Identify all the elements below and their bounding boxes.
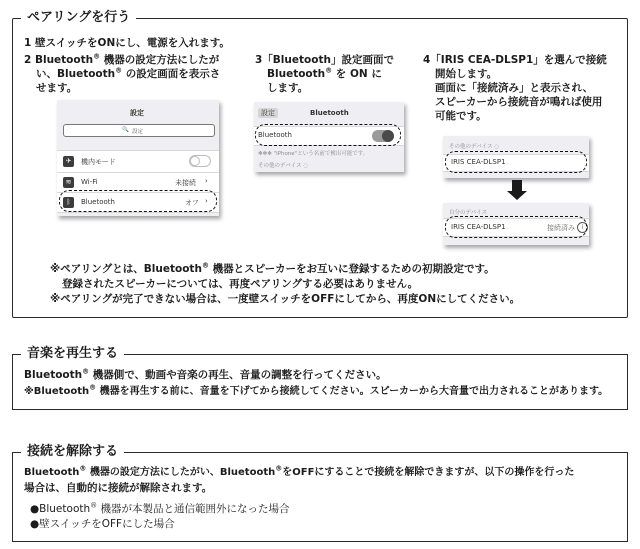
- airplane-row[interactable]: [57, 150, 219, 173]
- back-button[interactable]: 設定: [258, 108, 278, 118]
- wifi-label: Wi-Fi: [81, 178, 98, 186]
- music-line-1: Bluetooth® 機器側で、動画や音楽の再生、音量の調整を行ってください。: [24, 367, 387, 381]
- bluetooth-label: Bluetooth: [81, 198, 115, 206]
- connected-device-name: IRIS CEA-DLSP1: [451, 223, 506, 231]
- step1-text: 1 壁スイッチをONにし、電源を入れます。: [24, 37, 230, 49]
- pairing-note-1: ※ペアリングとは、Bluetooth® 機器とスピーカーをお互いに登録するための初期設定です。: [50, 261, 495, 275]
- step2-text: 2 Bluetooth® 機器の設定方法にしたが い、Bluetooth® の設定画面を表示さ せます。: [24, 52, 221, 94]
- disconnect-bullet-1: ●Bluetooth® 機器が本製品と通信範囲外になった場合: [30, 501, 290, 515]
- wifi-value: 未接続: [175, 179, 196, 187]
- airplane-toggle-knob: [190, 156, 200, 166]
- bluetooth-value: オフ: [185, 199, 199, 207]
- spinner-icon: ◌: [494, 144, 500, 150]
- bluetooth-screen: [254, 102, 404, 172]
- pairing-title: ペアリングを行う: [21, 9, 136, 27]
- bluetooth-toggle-label: Bluetooth: [258, 131, 292, 139]
- other-devices-label: その他のデバイス ◌: [258, 163, 309, 169]
- my-devices-heading: 自分のデバイス: [449, 210, 488, 216]
- disconnect-title: 接続を解除する: [21, 443, 124, 461]
- pairing-note-3: ※ペアリングが完了できない場合は、一度壁スイッチをOFFにしてから、再度ONにしてください。: [50, 293, 521, 305]
- settings-screen: [57, 100, 219, 216]
- info-icon[interactable]: i: [577, 222, 588, 233]
- airplane-toggle[interactable]: [189, 155, 211, 167]
- bluetooth-icon: ᛒ: [63, 197, 74, 208]
- device-highlight: [445, 151, 587, 173]
- other-devices-screen: [443, 136, 589, 178]
- step3-text: 3「Bluetooth」設定画面で Bluetooth® を ON に します。: [255, 54, 394, 94]
- step4-text: 4「IRIS CEA-DLSP1」を選んで接続 開始します。 画面に「接続済み」と表示され、 スピーカーから接続音が鳴れば使用 可能です。: [423, 54, 607, 122]
- arrow-down-head: [507, 191, 527, 200]
- disconnect-line-1: Bluetooth® 機器の設定方法にしたがい、Bluetooth®をOFFにすることで接続を解除できますが、以下の操作を行った: [24, 464, 575, 478]
- connected-highlight: [445, 216, 587, 238]
- bluetooth-toggle-highlight: [255, 124, 401, 146]
- my-devices-screen: [443, 203, 589, 245]
- chevron-right-icon: ›: [205, 177, 208, 185]
- bluetooth-highlight: [59, 190, 217, 212]
- pairing-note-2: 登録されたスピーカーについては、再度ペアリングする必要はありません。: [62, 278, 419, 290]
- chevron-right-icon: ›: [205, 197, 208, 205]
- connected-status: 接続済み: [547, 224, 575, 232]
- other-devices-heading: その他のデバイス ◌: [449, 144, 500, 150]
- settings-search-box[interactable]: [63, 124, 215, 137]
- search-icon: 🔍: [122, 127, 129, 133]
- device-name: IRIS CEA-DLSP1: [451, 158, 506, 166]
- bluetooth-screen-title: Bluetooth: [310, 109, 349, 117]
- spinner-icon: ◌: [303, 163, 309, 169]
- settings-title: 設定: [130, 109, 144, 117]
- disconnect-bullet-2: ●壁スイッチをOFFにした場合: [30, 518, 175, 530]
- airplane-label: 機内モード: [81, 158, 116, 166]
- music-title: 音楽を再生する: [21, 345, 124, 363]
- music-line-2: ※Bluetooth® 機器を再生する前に、音量を下げてから接続してください。スピーカーから大音量で出力されることがあります。: [24, 383, 609, 397]
- disconnect-line-2: 場合は、自動的に接続が解除されます。: [24, 482, 213, 494]
- airplane-icon: ✈: [63, 156, 74, 167]
- music-section: [12, 346, 628, 410]
- discoverable-text: ✻✻✻ "iPhone"という名前で検出可能です。: [258, 151, 369, 157]
- settings-search-placeholder: 設定: [132, 129, 144, 135]
- wifi-icon: ≋: [63, 177, 74, 188]
